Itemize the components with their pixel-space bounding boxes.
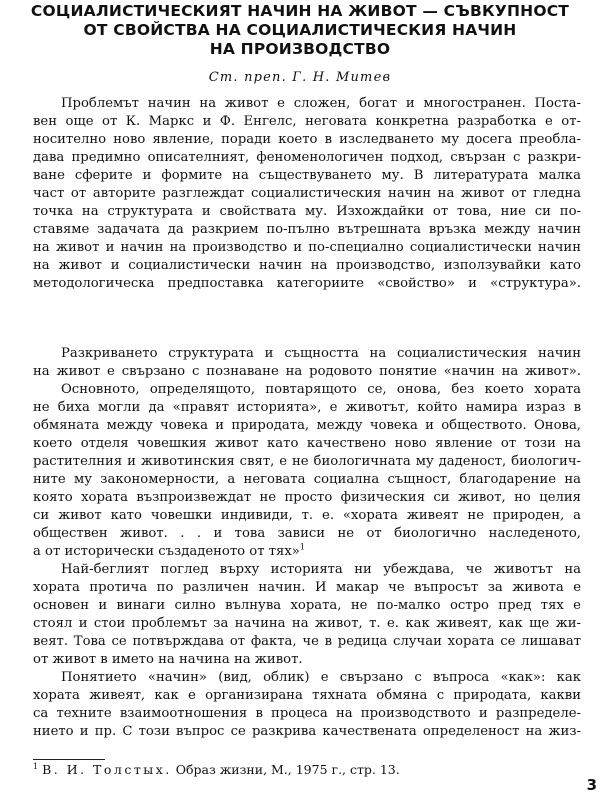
text-line: дава предимно описателният, феноменологичен подход, свързан с разкри- <box>33 150 581 165</box>
text-line: стоял и стои проблемът за начина на живот, т. е. как живеят, как ще жи- <box>33 616 581 631</box>
text-line: растителния и животинския свят, е не биологичната му даденост, биологич- <box>33 454 581 469</box>
title-line: НА ПРОИЗВОДСТВО <box>209 40 391 58</box>
text-line: на живот е свързано с познаване на родовото понятие «начин на живот». <box>33 364 581 379</box>
author-line: Ст. преп. Г. Н. Митев <box>208 70 392 85</box>
text-line: Най-беглият поглед върху историята ни убеждава, че животът на <box>61 562 581 577</box>
paragraph-history <box>33 561 581 669</box>
text-line: на живот и начин на производство и по-специално социалистически начин <box>33 240 581 255</box>
text-line: нието и пр. С този въпрос се разкрива качествената определеност на жиз- <box>33 724 581 739</box>
text-line: точка на структурата и свойствата му. Изхождайки от това, ние си по- <box>33 204 581 219</box>
article-title <box>20 2 580 59</box>
text-line: вен още от К. Маркс и Ф. Енгелс, неговата конкретна разработка е от- <box>33 114 581 129</box>
title-line: СОЦИАЛИСТИЧЕСКИЯТ НАЧИН НА ЖИВОТ — СЪВКУПНОСТ <box>30 2 570 20</box>
text-line <box>33 543 581 561</box>
text-line: ставяме задачата да разкрием по-пълно вътрешната връзка между начин <box>33 222 581 237</box>
text-line: на живот и социалистически начин на производство, използувайки като <box>33 258 581 273</box>
text-line: която хората възпроизвеждат не просто физическия си живот, но целия <box>33 490 581 505</box>
text-line: ване сферите и формите на съществуването му. В литературата малка <box>33 168 581 183</box>
text-line: което отделя човешкия живот като качествено ново явление от този на <box>33 436 581 451</box>
text-line: от живот в името на начина на живот. <box>33 652 303 667</box>
page-number: 3 <box>586 776 597 794</box>
text-line: методологическа предпоставка категориите «свойство» и «структура». <box>33 276 581 291</box>
text-line: Понятието «начин» (вид, облик) е свързано с въпроса «как»: как <box>61 670 581 685</box>
text-line: част от авторите разглеждат социалистическия начин на живот от гледна <box>33 186 581 201</box>
paragraph-essence <box>33 381 581 561</box>
paragraph-intro <box>33 95 581 293</box>
text-line: обществен живот. . . и това зависи не от биологично наследеното, <box>33 526 581 541</box>
text-line: не биха могли да «правят историята», е животът, който намира израз в <box>33 400 581 415</box>
footnote <box>33 762 553 778</box>
footnote-author: В. И. Толстых. <box>42 762 172 777</box>
text-line: обмяната между човека и природата, между човека и обществото. Онова, <box>33 418 581 433</box>
title-line: ОТ СВОЙСТВА НА СОЦИАЛИСТИЧЕСКИЯ НАЧИН <box>83 21 517 39</box>
text-line: Основното, определящото, повтарящото се, онова, без което хората <box>61 382 581 397</box>
text-line: основен и винаги силно вълнува хората, не по-малко остро пред тях е <box>33 598 581 613</box>
footnote-divider <box>33 759 105 760</box>
paragraph-concept <box>33 669 581 741</box>
text-line: си живот като човешки индивиди, т. е. «хората живеят не природен, а <box>33 508 581 523</box>
text-line: Разкриването структурата и същността на социалистическия начин <box>61 346 581 361</box>
paragraph-structure <box>33 345 581 381</box>
text-line: хората живеят, как е организирана тяхната обмяна с природата, какви <box>33 688 581 703</box>
text-line: ните му закономерности, а неговата социална същност, благодарение на <box>33 472 581 487</box>
text-line-content: а от исторически създаденото от тях» <box>33 544 300 559</box>
text-line: Проблемът начин на живот е сложен, богат и многостранен. Поста- <box>61 96 581 111</box>
footnote-text: Образ жизни, М., 1975 г., стр. 13. <box>175 762 400 777</box>
text-line: са техните взаимоотношения в процеса на производството и разпределе- <box>33 706 581 721</box>
text-line: хората протича по различен начин. И макар че въпросът за живота е <box>33 580 581 595</box>
footnote-reference: 1 <box>299 542 305 552</box>
text-line: носително ново явление, поради което в изследването му досега преобла- <box>33 132 581 147</box>
text-line: веят. Това се потвърждава от факта, че в редица случаи хората се лишават <box>33 634 581 649</box>
footnote-marker: 1 <box>33 761 39 771</box>
